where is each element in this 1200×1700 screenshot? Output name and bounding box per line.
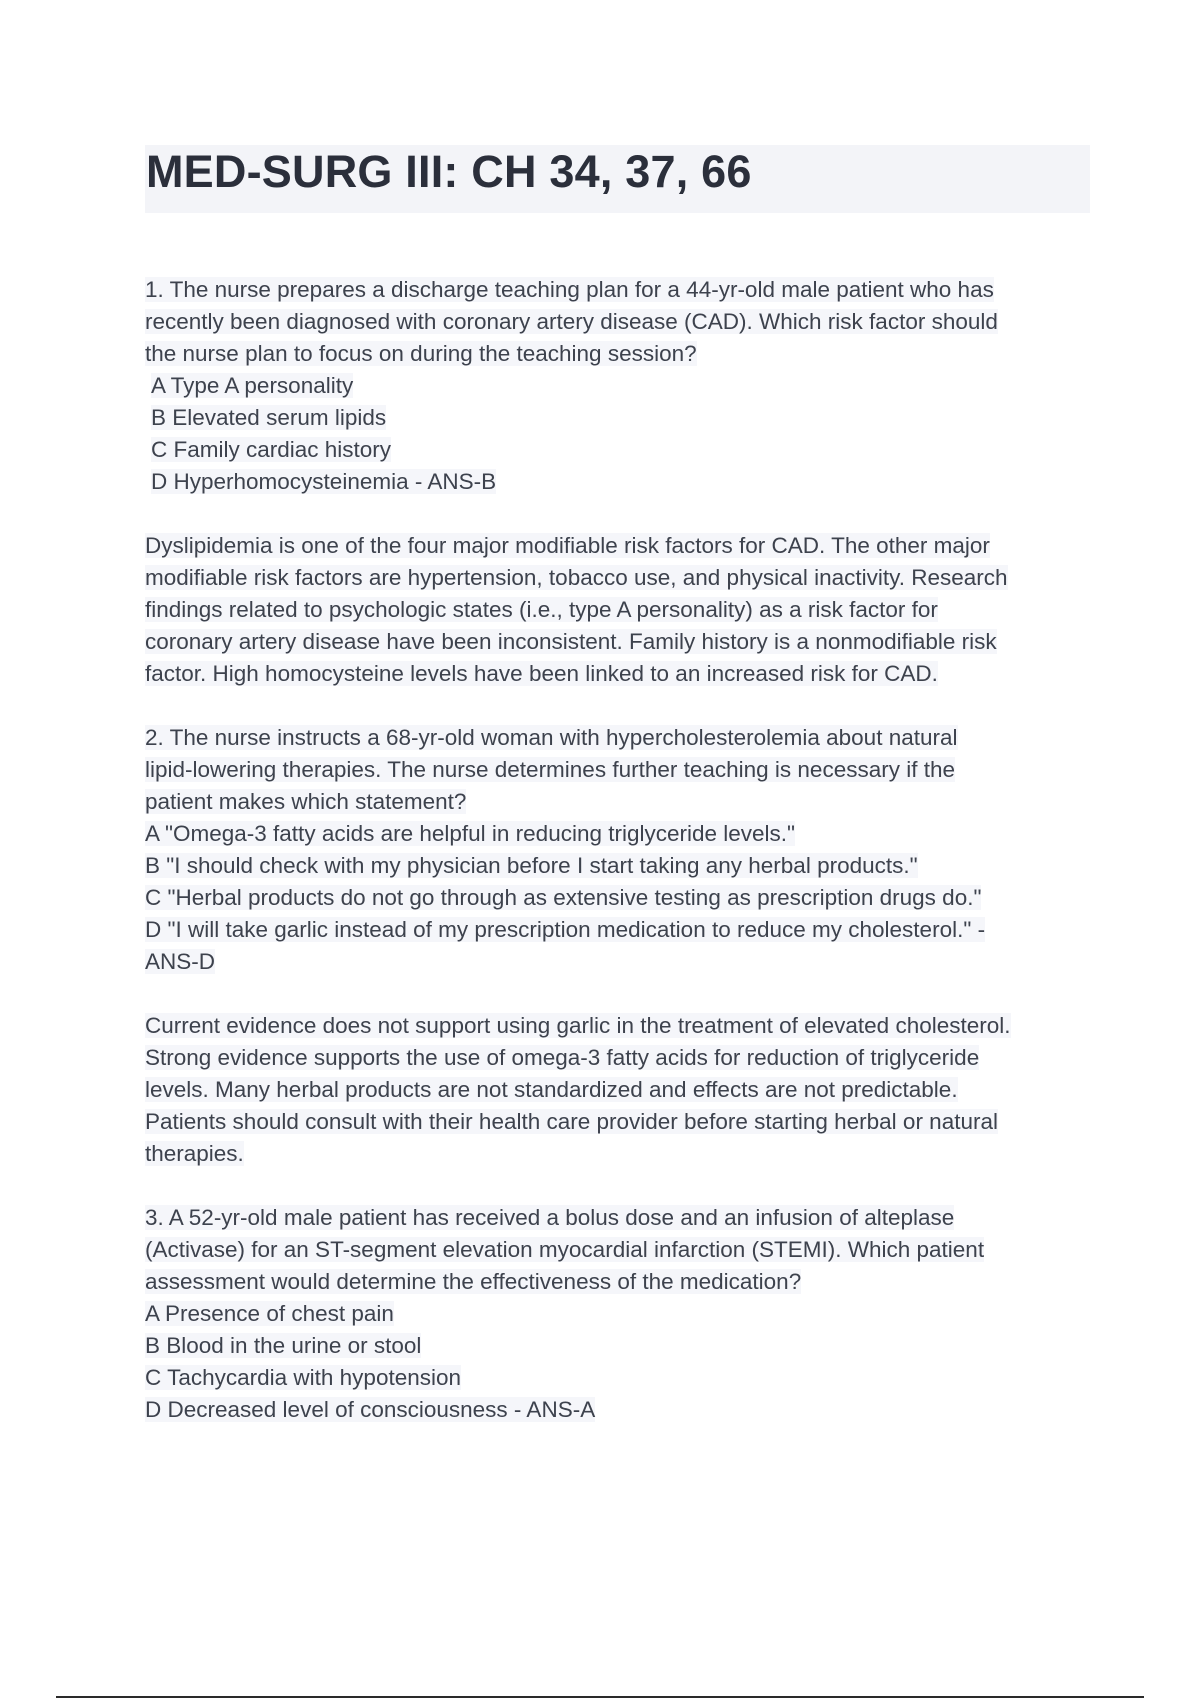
question-stem-line: 2. The nurse instructs a 68-yr-old woman with hypercholesterolemia about natural bbox=[145, 725, 958, 750]
question-stem-line: recently been diagnosed with coronary artery disease (CAD). Which risk factor should bbox=[145, 309, 998, 334]
rationale-1 bbox=[145, 530, 1090, 690]
answer-option: C Family cardiac history bbox=[151, 437, 392, 462]
question-3 bbox=[145, 1202, 1090, 1426]
rationale-line: coronary artery disease have been inconsistent. Family history is a nonmodifiable risk bbox=[145, 629, 997, 654]
rationale-line: therapies. bbox=[145, 1141, 244, 1166]
rationale-line: levels. Many herbal products are not standardized and effects are not predictable. bbox=[145, 1077, 958, 1102]
answer-option: D Decreased level of consciousness - ANS-A bbox=[145, 1397, 596, 1422]
answer-option: C Tachycardia with hypotension bbox=[145, 1365, 462, 1390]
answer-option: B "I should check with my physician before I start taking any herbal products." bbox=[145, 853, 918, 878]
question-2 bbox=[145, 722, 1090, 978]
answer-option: A Type A personality bbox=[151, 373, 354, 398]
question-stem-line: 1. The nurse prepares a discharge teaching plan for a 44-yr-old male patient who has bbox=[145, 277, 994, 302]
rationale-line: findings related to psychologic states (i.e., type A personality) as a risk factor for bbox=[145, 597, 938, 622]
question-stem-line: (Activase) for an ST-segment elevation myocardial infarction (STEMI). Which patient bbox=[145, 1237, 985, 1262]
rationale-line: Dyslipidemia is one of the four major modifiable risk factors for CAD. The other major bbox=[145, 533, 990, 558]
question-stem-line: lipid-lowering therapies. The nurse determines further teaching is necessary if the bbox=[145, 757, 955, 782]
answer-option: A "Omega-3 fatty acids are helpful in reducing triglyceride levels." bbox=[145, 821, 796, 846]
rationale-line: Strong evidence supports the use of omega-3 fatty acids for reduction of triglyceride bbox=[145, 1045, 980, 1070]
answer-option: C "Herbal products do not go through as extensive testing as prescription drugs do." bbox=[145, 885, 982, 910]
answer-option: A Presence of chest pain bbox=[145, 1301, 394, 1326]
answer-option: B Blood in the urine or stool bbox=[145, 1333, 422, 1358]
question-stem-line: the nurse plan to focus on during the teaching session? bbox=[145, 341, 697, 366]
document-body bbox=[145, 274, 1090, 1458]
rationale-line: Current evidence does not support using garlic in the treatment of elevated cholesterol. bbox=[145, 1013, 1011, 1038]
rationale-line: Patients should consult with their health care provider before starting herbal or natural bbox=[145, 1109, 998, 1134]
answer-option: D "I will take garlic instead of my prescription medication to reduce my cholesterol." - bbox=[145, 917, 986, 942]
question-stem-line: patient makes which statement? bbox=[145, 789, 467, 814]
answer-key: ANS-D bbox=[145, 949, 216, 974]
question-stem-line: assessment would determine the effectiveness of the medication? bbox=[145, 1269, 802, 1294]
question-1 bbox=[145, 274, 1090, 498]
rationale-line: modifiable risk factors are hypertension, tobacco use, and physical inactivity. Research bbox=[145, 565, 1008, 590]
page-title: MED-SURG III: CH 34, 37, 66 bbox=[146, 146, 752, 197]
footer-divider bbox=[56, 1696, 1144, 1698]
rationale-line: factor. High homocysteine levels have been linked to an increased risk for CAD. bbox=[145, 661, 938, 686]
answer-option: B Elevated serum lipids bbox=[151, 405, 387, 430]
answer-option: D Hyperhomocysteinemia - ANS-B bbox=[151, 469, 497, 494]
rationale-2 bbox=[145, 1010, 1090, 1170]
question-stem-line: 3. A 52-yr-old male patient has received a bolus dose and an infusion of alteplase bbox=[145, 1205, 955, 1230]
